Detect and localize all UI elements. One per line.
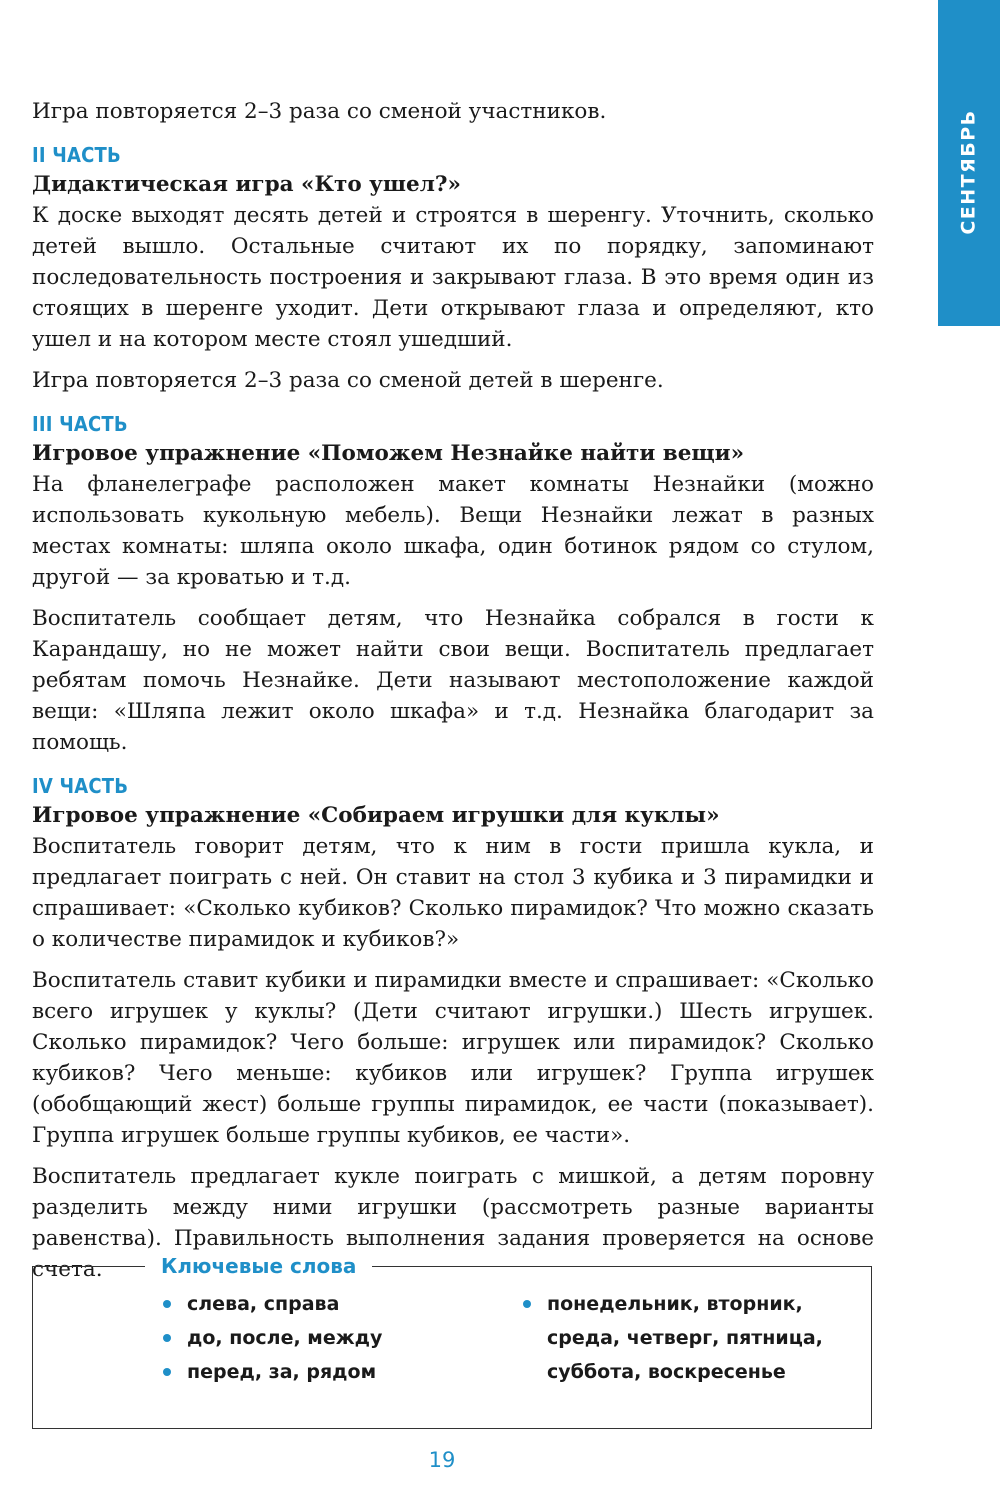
section-heading: II ЧАСТЬ [32,143,121,167]
keyword-text: до, после, между [187,1327,383,1349]
paragraph: Воспитатель ставит кубики и пирамидки вместе и спрашивает: «Сколько всего игрушек у куклы? (Дети считают игрушки.) Шесть игрушек. Сколько пирамидок? Чего больше: игрушек или пирамидок? Сколько кубиков? Чего меньше: кубиков или игрушек? Группа игрушек (обобщающий жест) больше группы пирамидок, ее части (показывает). Группа игрушек больше группы кубиков, ее части». [32,968,874,1148]
section-heading: III ЧАСТЬ [32,412,128,436]
intro-paragraph: Игра повторяется 2–3 раза со сменой участников. [32,99,607,124]
section-4 [32,772,874,1285]
keyword-item [521,1287,823,1321]
keyword-text: слева, справа [187,1293,340,1315]
keyword-text: перед, за, рядом [187,1361,377,1383]
keywords-left-column [161,1287,382,1389]
keywords-right-column [521,1287,823,1389]
bullet-icon [523,1300,531,1308]
keyword-text: понедельник, вторник, [547,1293,803,1315]
keyword-continuation: суббота, воскресенье [547,1361,786,1383]
keyword-item [161,1355,382,1389]
keyword-item [161,1287,382,1321]
bullet-icon [163,1334,171,1342]
paragraph: Воспитатель говорит детям, что к ним в гости пришла кукла, и предлагает поиграть с ней. Он ставит на стол 3 кубика и 3 пирамидки и спрашивает: «Сколько кубиков? Сколько пирамидок? Что можно сказать о количестве пирамидок и кубиков?» [32,834,874,952]
paragraph: Воспитатель предлагает кукле поиграть с мишкой, а детям поровну разделить между ними игрушки (рассмотреть разные варианты равенства). Правильность выполнения задания проверяется на основе счета. [32,1164,874,1282]
keyword-continuation: среда, четверг, пятница, [547,1327,823,1349]
bullet-icon [163,1300,171,1308]
bullet-icon [163,1368,171,1376]
page-number: 19 [428,1448,456,1472]
game-title: Игровое упражнение «Поможем Незнайке найти вещи» [32,441,745,466]
section-2 [32,141,874,396]
paragraph: Игра повторяется 2–3 раза со сменой детей в шеренге. [32,368,664,393]
section-3 [32,410,874,758]
game-title: Игровое упражнение «Собираем игрушки для куклы» [32,803,720,828]
paragraph: К доске выходят десять детей и строятся в шеренгу. Уточнить, сколько детей вышло. Остальные считают их по порядку, запоминают последовательность построения и закрывают глаза. В это время один из стоящих в шеренге уходит. Дети открывают глаза и определяют, кто ушел и на котором месте стоял ушедший. [32,203,874,352]
paragraph: На фланелеграфе расположен макет комнаты Незнайки (можно использовать кукольную мебель). Вещи Незнайки лежат в разных местах комнаты: шляпа около шкафа, один ботинок рядом со стулом, другой — за кроватью и т.д. [32,472,874,590]
keyword-item [161,1321,382,1355]
paragraph: Воспитатель сообщает детям, что Незнайка собрался в гости к Карандашу, но не может найти свои вещи. Воспитатель предлагает ребятам помочь Незнайке. Дети называют местоположение каждой вещи: «Шляпа лежит около шкафа» и т.д. Незнайка благодарит за помощь. [32,606,874,755]
section-heading: IV ЧАСТЬ [32,774,129,798]
keywords-title: Ключевые слова [145,1251,372,1281]
keywords-box [32,1254,872,1429]
month-tab-label: СЕНТЯБРЬ [958,109,980,235]
month-tab-label-wrap [938,0,1000,326]
game-title: Дидактическая игра «Кто ушел?» [32,172,461,197]
page-content [32,96,874,1285]
